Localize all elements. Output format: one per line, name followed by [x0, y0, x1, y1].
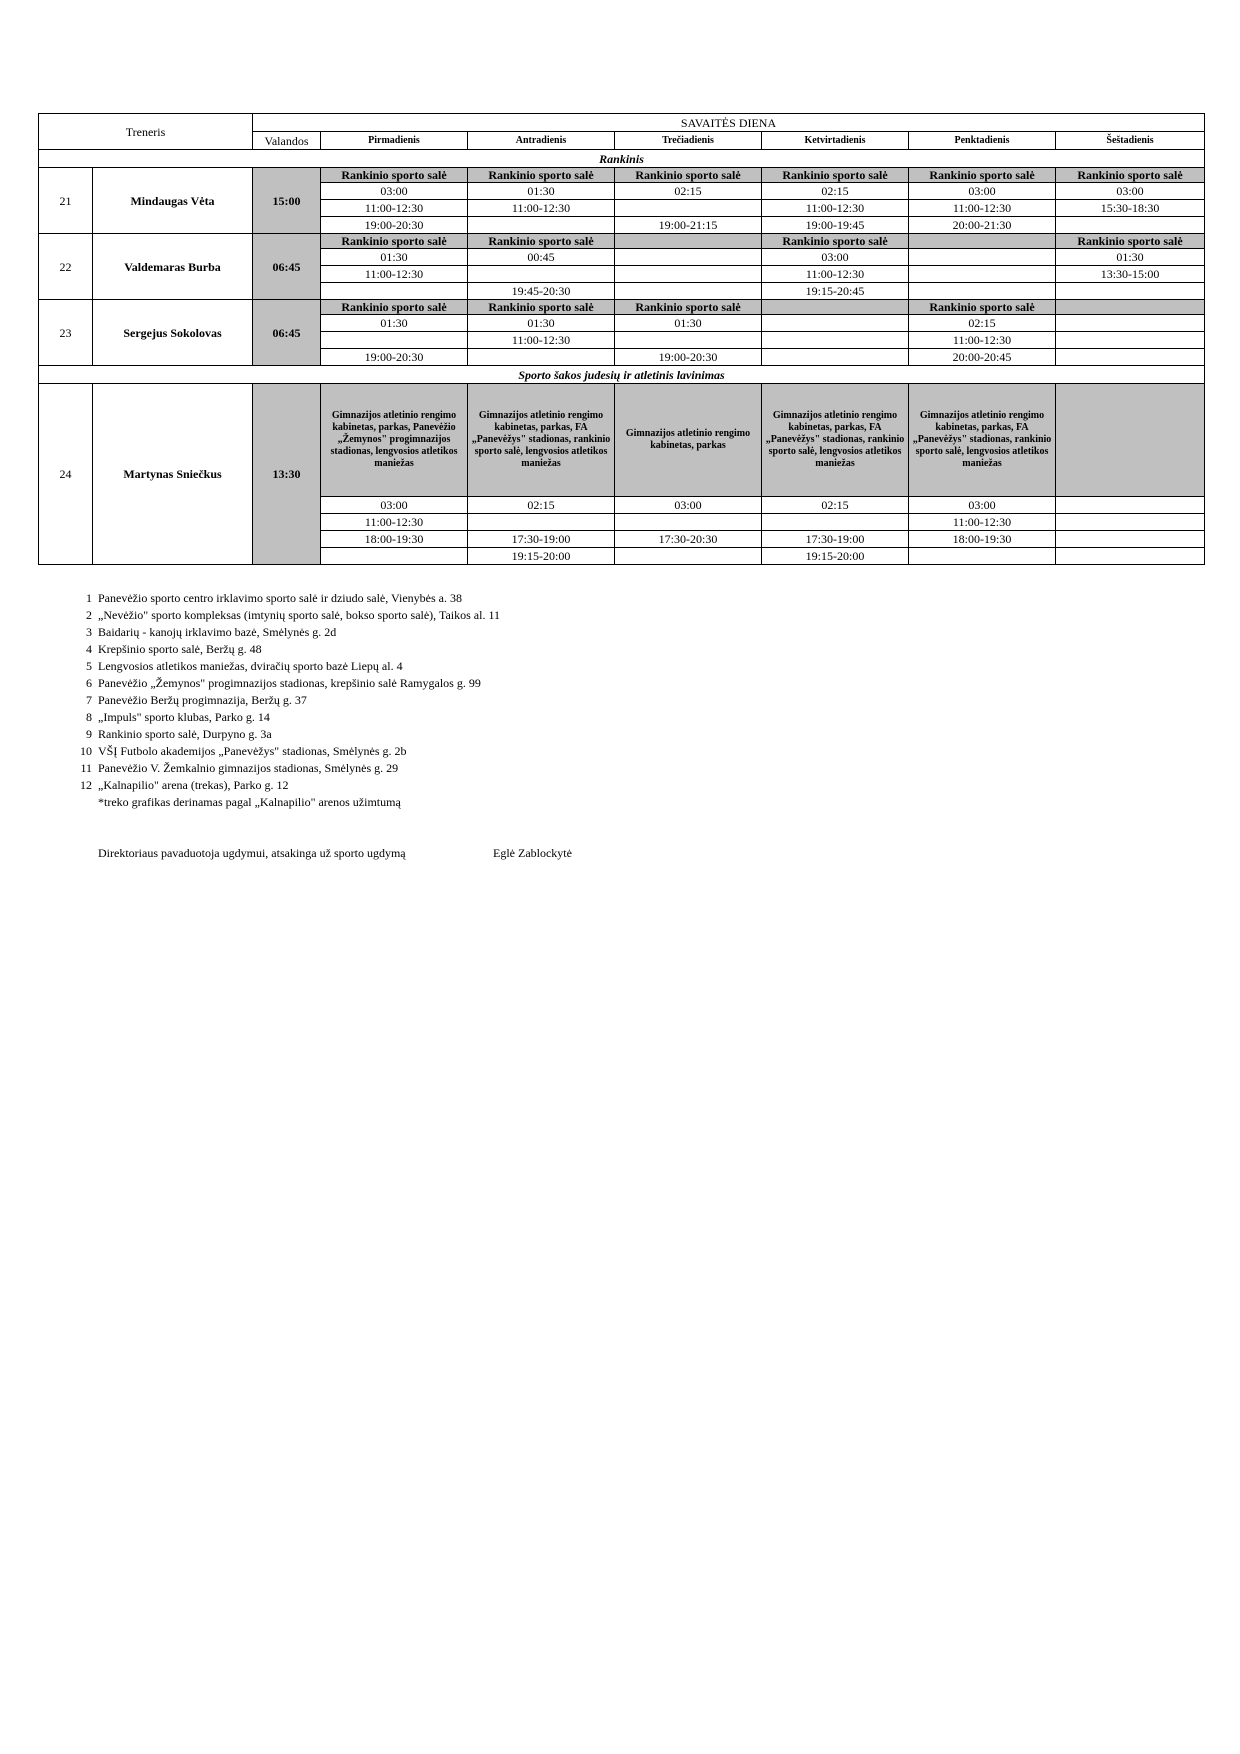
venue-cell [909, 234, 1056, 249]
time-cell: 11:00-12:30 [321, 266, 468, 283]
time-cell [615, 332, 762, 349]
venue-cell: Rankinio sporto salė [615, 168, 762, 183]
venue-cell: Rankinio sporto salė [321, 168, 468, 183]
time-cell [321, 283, 468, 300]
time-cell: 11:00-12:30 [762, 200, 909, 217]
legend-text: Panevėžio Beržų progimnazija, Beržų g. 37 [98, 693, 307, 707]
time-cell: 02:15 [468, 497, 615, 514]
trainer-venue-row [39, 168, 1205, 183]
time-cell: 19:15-20:00 [468, 548, 615, 565]
venue-cell: Rankinio sporto salė [762, 234, 909, 249]
time-cell [1056, 514, 1205, 531]
time-cell: 01:30 [468, 183, 615, 200]
day-header: Ketvirtadienis [762, 132, 909, 150]
trainer-name: Mindaugas Vėta [93, 168, 253, 234]
legend-number: 8 [86, 710, 92, 724]
legend-item [72, 624, 500, 641]
venue-cell: Gimnazijos atletinio rengimo kabinetas, parkas, FA „Panevėžys" stadionas, rankinio sporto salė, lengvosios atletikos maniežas [762, 384, 909, 497]
time-cell: 15:30-18:30 [1056, 200, 1205, 217]
time-cell: 02:15 [909, 315, 1056, 332]
legend-text: „Impuls" sporto klubas, Parko g. 14 [98, 710, 270, 724]
time-cell: 03:00 [615, 497, 762, 514]
time-cell [909, 249, 1056, 266]
legend-number: 11 [80, 761, 92, 775]
time-cell [1056, 217, 1205, 234]
time-cell [615, 200, 762, 217]
legend-number: 9 [86, 727, 92, 741]
time-cell [321, 332, 468, 349]
venue-cell: Rankinio sporto salė [321, 300, 468, 315]
time-cell [909, 548, 1056, 565]
time-cell [1056, 349, 1205, 366]
legend-number: 12 [80, 778, 92, 792]
time-cell: 03:00 [909, 183, 1056, 200]
legend-item [72, 641, 500, 658]
venue-cell: Rankinio sporto salė [468, 168, 615, 183]
legend-number: 7 [86, 693, 92, 707]
trainer-name: Valdemaras Burba [93, 234, 253, 300]
time-cell: 01:30 [1056, 249, 1205, 266]
weekday-header: SAVAITĖS DIENA [253, 114, 1205, 132]
day-header: Pirmadienis [321, 132, 468, 150]
time-cell: 18:00-19:30 [321, 531, 468, 548]
time-cell: 11:00-12:30 [468, 332, 615, 349]
venue-legend [72, 590, 500, 811]
legend-note: *treko grafikas derinamas pagal „Kalnapilio" arenos užimtumą [98, 795, 401, 809]
time-cell [1056, 548, 1205, 565]
time-cell [1056, 332, 1205, 349]
legend-list [72, 590, 500, 794]
time-cell: 19:00-19:45 [762, 217, 909, 234]
legend-text: VŠĮ Futbolo akademijos „Panevėžys" stadionas, Smėlynės g. 2b [98, 744, 407, 758]
day-header: Penktadienis [909, 132, 1056, 150]
legend-text: Baidarių - kanojų irklavimo bazė, Smėlynės g. 2d [98, 625, 337, 639]
venue-cell: Rankinio sporto salė [321, 234, 468, 249]
time-cell: 19:00-21:15 [615, 217, 762, 234]
trainer-venue-row [39, 234, 1205, 249]
time-cell [468, 349, 615, 366]
signature-role: Direktoriaus pavaduotoja ugdymui, atsakinga už sporto ugdymą [98, 846, 406, 860]
time-cell: 02:15 [615, 183, 762, 200]
legend-item [72, 607, 500, 624]
schedule-table [38, 113, 1205, 565]
trainer-hours: 06:45 [253, 300, 321, 366]
legend-number: 4 [86, 642, 92, 656]
time-cell [615, 266, 762, 283]
time-cell: 11:00-12:30 [909, 200, 1056, 217]
legend-text: Panevėžio sporto centro irklavimo sporto salė ir dziudo salė, Vienybės a. 38 [98, 591, 462, 605]
schedule-sheet [38, 113, 1204, 565]
time-cell [321, 548, 468, 565]
time-cell: 11:00-12:30 [762, 266, 909, 283]
venue-cell: Rankinio sporto salė [1056, 168, 1205, 183]
trainer-hours: 06:45 [253, 234, 321, 300]
venue-cell [1056, 300, 1205, 315]
time-cell [762, 349, 909, 366]
time-cell: 20:00-21:30 [909, 217, 1056, 234]
trainer-venue-row [39, 300, 1205, 315]
time-cell [1056, 531, 1205, 548]
trainer-number: 22 [39, 234, 93, 300]
legend-number: 5 [86, 659, 92, 673]
venue-cell: Rankinio sporto salė [1056, 234, 1205, 249]
legend-item [72, 743, 500, 760]
section-title: Sporto šakos judesių ir atletinis lavinimas [39, 366, 1205, 384]
legend-item [72, 709, 500, 726]
trainer-hours: 13:30 [253, 384, 321, 565]
time-cell [762, 315, 909, 332]
section-title: Rankinis [39, 150, 1205, 168]
time-cell: 00:45 [468, 249, 615, 266]
legend-text: Rankinio sporto salė, Durpyno g. 3a [98, 727, 272, 741]
venue-cell: Gimnazijos atletinio rengimo kabinetas, parkas, Panevėžio „Žemynos" progimnazijos stadionas, lengvosios atletikos maniežas [321, 384, 468, 497]
venue-cell: Gimnazijos atletinio rengimo kabinetas, parkas [615, 384, 762, 497]
time-cell [468, 266, 615, 283]
time-cell: 17:30-19:00 [468, 531, 615, 548]
legend-number: 3 [86, 625, 92, 639]
time-cell: 01:30 [321, 249, 468, 266]
time-cell: 01:30 [468, 315, 615, 332]
time-cell: 13:30-15:00 [1056, 266, 1205, 283]
trainer-number: 21 [39, 168, 93, 234]
trainer-name: Martynas Sniečkus [93, 384, 253, 565]
time-cell: 17:30-19:00 [762, 531, 909, 548]
time-cell: 02:15 [762, 183, 909, 200]
time-cell [909, 266, 1056, 283]
legend-number: 10 [80, 744, 92, 758]
time-cell: 19:00-20:30 [321, 349, 468, 366]
venue-cell: Rankinio sporto salė [468, 300, 615, 315]
venue-cell: Gimnazijos atletinio rengimo kabinetas, parkas, FA „Panevėžys" stadionas, rankinio sporto salė, lengvosios atletikos maniežas [468, 384, 615, 497]
venue-cell: Rankinio sporto salė [762, 168, 909, 183]
legend-text: Krepšinio sporto salė, Beržų g. 48 [98, 642, 262, 656]
venue-cell: Gimnazijos atletinio rengimo kabinetas, parkas, FA „Panevėžys" stadionas, rankinio sporto salė, lengvosios atletikos maniežas [909, 384, 1056, 497]
venue-cell [762, 300, 909, 315]
signature-name: Eglė Zablockytė [493, 846, 572, 860]
time-cell [762, 514, 909, 531]
venue-cell [1056, 384, 1205, 497]
legend-item [72, 692, 500, 709]
time-cell: 01:30 [321, 315, 468, 332]
trainer-number: 24 [39, 384, 93, 565]
legend-item [72, 658, 500, 675]
time-cell [1056, 283, 1205, 300]
signature-block [98, 846, 698, 861]
time-cell [615, 514, 762, 531]
legend-text: Panevėžio „Žemynos" progimnazijos stadionas, krepšinio salė Ramygalos g. 99 [98, 676, 481, 690]
legend-item [72, 590, 500, 607]
legend-item [72, 726, 500, 743]
time-cell: 01:30 [615, 315, 762, 332]
venue-cell [615, 234, 762, 249]
trainer-header: Treneris [39, 114, 253, 150]
legend-item [72, 760, 500, 777]
day-header: Antradienis [468, 132, 615, 150]
time-cell: 03:00 [321, 183, 468, 200]
venue-cell: Rankinio sporto salė [909, 300, 1056, 315]
time-cell: 03:00 [762, 249, 909, 266]
time-cell [615, 249, 762, 266]
venue-cell: Rankinio sporto salė [468, 234, 615, 249]
time-cell [615, 548, 762, 565]
time-cell: 02:15 [762, 497, 909, 514]
section-title-row [39, 366, 1205, 384]
time-cell [615, 283, 762, 300]
hours-header: Valandos [253, 132, 321, 150]
section-title-row [39, 150, 1205, 168]
time-cell: 11:00-12:30 [321, 514, 468, 531]
time-cell: 19:15-20:00 [762, 548, 909, 565]
legend-item [72, 777, 500, 794]
time-cell [468, 217, 615, 234]
day-header: Šeštadienis [1056, 132, 1205, 150]
legend-text: „Kalnapilio" arena (trekas), Parko g. 12 [98, 778, 289, 792]
time-cell: 19:00-20:30 [321, 217, 468, 234]
trainer-number: 23 [39, 300, 93, 366]
time-cell: 03:00 [321, 497, 468, 514]
time-cell: 20:00-20:45 [909, 349, 1056, 366]
time-cell [1056, 497, 1205, 514]
time-cell [762, 332, 909, 349]
time-cell [1056, 315, 1205, 332]
time-cell: 11:00-12:30 [909, 332, 1056, 349]
legend-text: Lengvosios atletikos maniežas, dviračių sporto bazė Liepų al. 4 [98, 659, 403, 673]
time-cell [909, 283, 1056, 300]
time-cell: 17:30-20:30 [615, 531, 762, 548]
trainer-name: Sergejus Sokolovas [93, 300, 253, 366]
header-row-top [39, 114, 1205, 132]
legend-number: 1 [86, 591, 92, 605]
legend-number: 6 [86, 676, 92, 690]
legend-text: „Nevėžio" sporto kompleksas (imtynių sporto salė, bokso sporto salė), Taikos al. 11 [98, 608, 500, 622]
day-header: Trečiadienis [615, 132, 762, 150]
time-cell: 11:00-12:30 [468, 200, 615, 217]
time-cell: 19:15-20:45 [762, 283, 909, 300]
time-cell: 18:00-19:30 [909, 531, 1056, 548]
legend-text: Panevėžio V. Žemkalnio gimnazijos stadionas, Smėlynės g. 29 [98, 761, 399, 775]
legend-item [72, 675, 500, 692]
venue-cell: Rankinio sporto salė [615, 300, 762, 315]
trainer-hours: 15:00 [253, 168, 321, 234]
time-cell: 11:00-12:30 [321, 200, 468, 217]
time-cell: 03:00 [1056, 183, 1205, 200]
venue-cell: Rankinio sporto salė [909, 168, 1056, 183]
time-cell: 19:00-20:30 [615, 349, 762, 366]
trainer-venue-row [39, 384, 1205, 497]
legend-number: 2 [86, 608, 92, 622]
time-cell [468, 514, 615, 531]
time-cell: 11:00-12:30 [909, 514, 1056, 531]
time-cell: 03:00 [909, 497, 1056, 514]
time-cell: 19:45-20:30 [468, 283, 615, 300]
